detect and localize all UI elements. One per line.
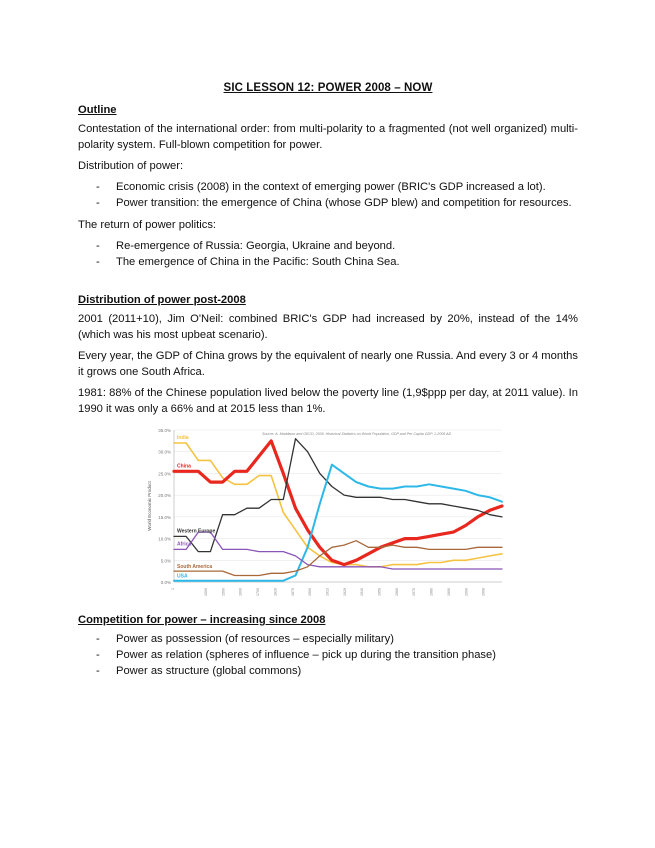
x-tick-label: 2000 (464, 588, 469, 596)
return-list (78, 238, 578, 270)
x-tick-label: 1700 (256, 588, 261, 596)
list-item: - Economic crisis (2008) in the context of emerging power (BRIC's GDP increased a lot). (96, 181, 546, 193)
x-tick-label: 1820 (273, 588, 278, 596)
x-tick-label: 1990 (446, 588, 451, 596)
x-tick-label: 1600 (238, 588, 243, 596)
x-tick-label: 1970 (412, 588, 417, 596)
chart-source: Source: A. Maddison and OECD, 2009. Historical Statistics on World Population, GDP and Per Capita GDP, 1-2008 AD (262, 432, 452, 436)
list-item: - Power transition: the emergence of China (whose GDP blew) and competition for resources. (96, 197, 572, 209)
x-tick-label: 1 (171, 588, 175, 590)
y-tick-label: 25.0% (158, 471, 171, 477)
x-tick-label: 1500 (221, 588, 226, 596)
x-tick-label: 2008 (481, 588, 486, 596)
list-item: - Re-emergence of Russia: Georgia, Ukraine and beyond. (96, 240, 396, 252)
x-tick-label: 1929 (342, 588, 347, 596)
paragraph-bric: 2001 (2011+10), Jim O'Neil: combined BRIC's GDP had increased by 20%, instead of the 14% (which was his most upbeat scenario). (78, 313, 578, 341)
list-item: - Power as possession (of resources – especially military) (96, 633, 394, 645)
x-tick-label: 1980 (429, 588, 434, 596)
distribution-label: Distribution of power: (78, 160, 184, 172)
paragraph-poverty: 1981: 88% of the Chinese population lived below the poverty line (1,9$ppp per day, at 2011 value). In 1990 it was only a 66% and at 2015 less than 1%. (78, 387, 578, 415)
y-tick-label: 35.0% (158, 428, 171, 433)
legend-label: Western Europe (177, 528, 216, 535)
document-page (78, 82, 578, 685)
doc-title: SIC LESSON 12: POWER 2008 – NOW (223, 82, 433, 94)
paragraph-china-gdp: Every year, the GDP of China grows by the equivalent of nearly one Russia. And every 3 or 4 months it grows one South Africa. (78, 350, 578, 378)
y-tick-label: 0.0% (160, 580, 171, 585)
legend-label: China (177, 463, 191, 470)
x-tick-label: 1900 (308, 588, 313, 596)
y-tick-label: 10.0% (158, 536, 171, 542)
competition-list (78, 631, 578, 679)
section-heading-competition: Competition for power – increasing since 2008 (78, 614, 326, 626)
return-label: The return of power politics: (78, 219, 217, 231)
list-item: - The emergence of China in the Pacific: South China Sea. (96, 256, 400, 268)
x-tick-label: 1913 (325, 588, 330, 596)
x-tick-label: 1950 (377, 588, 382, 596)
x-tick-label: 1960 (394, 588, 399, 596)
x-tick-label: 1940 (360, 588, 365, 596)
outline-paragraph: Contestation of the international order: from multi-polarity to a fragmented (not well organized) multi-polarity system. Full-blown competition for power. (78, 123, 578, 151)
legend-label: Africa (177, 541, 192, 548)
distribution-list (78, 179, 578, 211)
y-axis-label: World Economic Product (147, 481, 152, 531)
chart-background (144, 422, 507, 604)
x-tick-label: 1000 (204, 588, 208, 596)
legend-label: South America (177, 564, 213, 571)
y-tick-label: 20.0% (158, 493, 171, 499)
y-tick-label: 30.0% (158, 449, 171, 455)
chart-svg (144, 422, 507, 604)
x-tick-label: 1870 (290, 588, 295, 596)
legend-label: USA (177, 573, 188, 580)
list-item: - Power as structure (global commons) (96, 665, 302, 677)
gdp-share-chart (144, 422, 507, 604)
y-tick-label: 5.0% (160, 558, 171, 564)
y-tick-label: 15.0% (158, 514, 171, 520)
list-item: - Power as relation (spheres of influence – pick up during the transition phase) (96, 649, 496, 661)
outline-heading: Outline (78, 104, 117, 116)
section-heading-distribution: Distribution of power post-2008 (78, 294, 246, 306)
legend-label: India (177, 435, 189, 442)
